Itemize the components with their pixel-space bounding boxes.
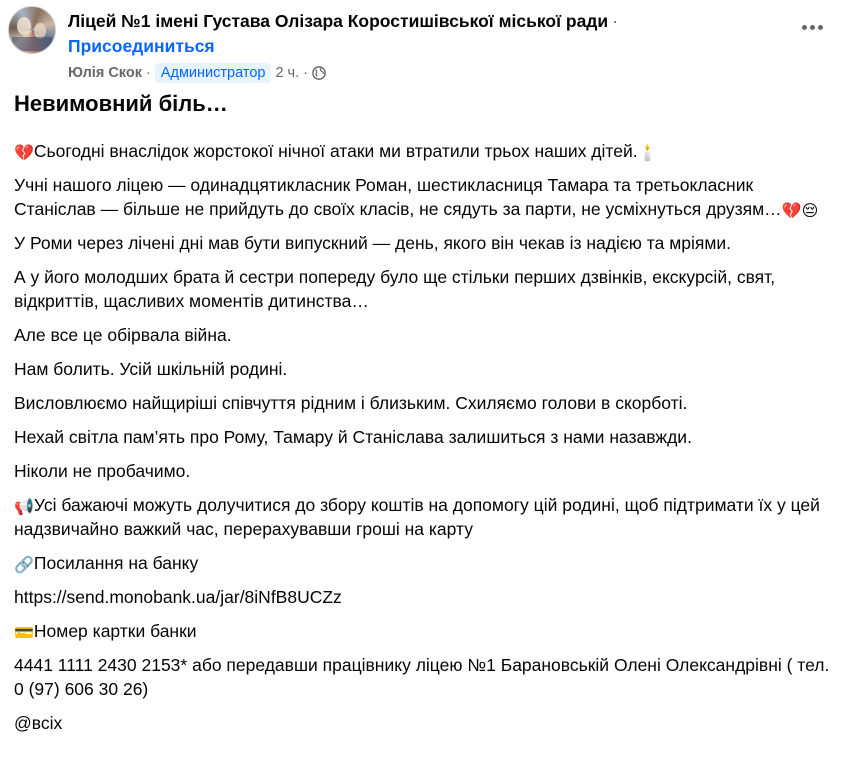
- post-meta: [68, 62, 326, 84]
- post-paragraph: 4441 1111 2430 2153* або передавши працівнику ліцею №1 Барановській Олені Олександрівні ( тел. 0 (97) 606 30 26): [14, 655, 830, 699]
- post-timestamp[interactable]: 2 ч.: [275, 65, 300, 81]
- post-title: Невимовний біль…: [14, 91, 228, 116]
- candle-icon: 🕯️: [637, 145, 658, 162]
- post-paragraph: Висловлюємо найщиріші співчуття рідним і близьким. Схиляємо голови в скорботі.: [14, 393, 688, 413]
- mention-everyone[interactable]: @всіх: [14, 713, 63, 733]
- group-name-link[interactable]: Ліцей №1 імені Густава Олізара Коростишівської міської ради: [68, 11, 609, 31]
- post-paragraph: [14, 551, 834, 575]
- paragraph-text: Посилання на банку: [33, 553, 199, 573]
- globe-icon[interactable]: [312, 66, 326, 80]
- paragraph-text: Сьогодні внаслідок жорстокої нічної атаки ми втратили трьох наших дітей.: [33, 141, 638, 161]
- megaphone-icon: 📢: [14, 499, 34, 516]
- title-separator: ·: [612, 11, 619, 31]
- admin-badge[interactable]: Администратор: [155, 63, 272, 83]
- post-paragraph: Нехай світла пам’ять про Рому, Тамару й Станіслава залишиться з нами назавжди.: [14, 427, 692, 447]
- post-paragraph: А у його молодших брата й сестри попереду було ще стільки перших дзвінків, екскурсій, свят, відкриттів, щасливих моментів дитинства…: [14, 267, 776, 311]
- more-options-button[interactable]: [799, 18, 825, 36]
- post-body: [14, 90, 834, 745]
- broken-heart-icon: 💔: [14, 145, 34, 162]
- author-name-link[interactable]: Юлія Скок: [68, 65, 142, 81]
- link-icon: 🔗: [14, 557, 34, 574]
- post-paragraph: Але все це обірвала війна.: [14, 325, 232, 345]
- post-paragraph: Ніколи не пробачимо.: [14, 461, 191, 481]
- paragraph-text: Учні нашого ліцею — одинадцятикласник Роман, шестикласниця Тамара та третьокласник Станіслав — більше не прийдуть до своїх класів, не сядуть за парти, не усміхнуться друзям…: [14, 175, 782, 219]
- dot-icon: [810, 25, 815, 30]
- broken-heart-sad-face-icon: 💔😔: [781, 203, 819, 220]
- group-name-row: [68, 11, 618, 32]
- join-group-button[interactable]: Присоединиться: [68, 36, 215, 56]
- post-paragraph: Нам болить. Усій шкільній родині.: [14, 359, 288, 379]
- post-paragraph: [14, 173, 834, 221]
- credit-card-icon: 💳: [14, 625, 34, 642]
- post-paragraph: [14, 139, 834, 163]
- post-paragraph: У Роми через лічені дні мав бути випускний — день, якого він чекав із надією та мріями.: [14, 233, 731, 253]
- dot-icon: [802, 25, 807, 30]
- meta-separator: ·: [145, 65, 151, 81]
- meta-separator: ·: [303, 65, 308, 81]
- bank-jar-link[interactable]: https://send.monobank.ua/jar/8iNfB8UCZz: [14, 587, 342, 607]
- post-header: [8, 6, 831, 81]
- post-paragraph: [14, 619, 834, 643]
- paragraph-text: Номер картки банки: [33, 621, 197, 641]
- paragraph-text: Усі бажаючі можуть долучитися до збору коштів на допомогу цій родині, щоб підтримати їх у цей надзвичайно важкий час, перерахувавши гроші на карту: [14, 495, 820, 539]
- group-avatar[interactable]: [8, 6, 56, 54]
- dot-icon: [818, 25, 823, 30]
- post-paragraph: [14, 493, 834, 541]
